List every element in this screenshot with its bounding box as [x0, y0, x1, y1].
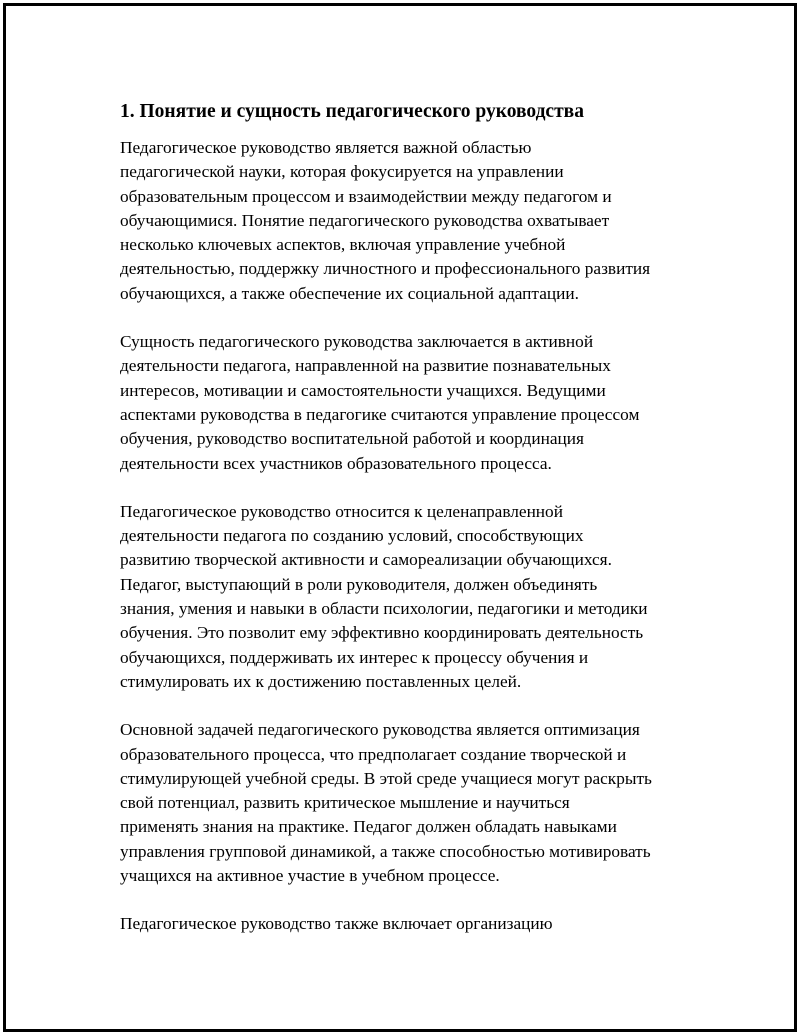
- text-line: педагогической науки, которая фокусируется на управлении: [120, 162, 564, 182]
- text-line: знания, умения и навыки в области психологии, педагогики и методики: [120, 599, 648, 619]
- text-line: образовательного процесса, что предполагает создание творческой и: [120, 744, 627, 764]
- text-line: деятельности педагога по созданию условий, способствующих: [120, 526, 584, 546]
- text-line: интересов, мотивации и самостоятельности учащихся. Ведущими: [120, 380, 606, 400]
- text-line: несколько ключевых аспектов, включая управление учебной: [120, 235, 566, 255]
- section-title: 1. Понятие и сущность педагогического руководства: [120, 101, 584, 122]
- text-line: деятельностью, поддержку личностного и профессионального развития: [120, 259, 651, 279]
- paragraph-1: [120, 136, 720, 306]
- text-line: обучения, руководство воспитательной работой и координация: [120, 429, 584, 449]
- text-line: деятельности педагога, направленной на развитие познавательных: [120, 356, 611, 376]
- text-line: Сущность педагогического руководства заключается в активной: [120, 332, 594, 352]
- text-line: Основной задачей педагогического руководства является оптимизация: [120, 720, 640, 740]
- paragraph-2: [120, 330, 720, 476]
- text-line: стимулирующей учебной среды. В этой среде учащиеся могут раскрыть: [120, 768, 652, 788]
- text-line: свой потенциал, развить критическое мышление и научиться: [120, 793, 570, 813]
- text-line: стимулировать их к достижению поставленных целей.: [120, 671, 522, 691]
- text-line: Педагогическое руководство является важной областью: [120, 138, 532, 157]
- text-line: управления групповой динамикой, а также способностью мотивировать: [120, 841, 651, 861]
- paragraph-5: [120, 912, 720, 936]
- text-line: обучающихся, поддерживать их интерес к процессу обучения и: [120, 647, 589, 667]
- text-line: образовательным процессом и взаимодействии между педагогом и: [120, 186, 612, 206]
- text-line: обучения. Это позволит ему эффективно координировать деятельность: [120, 623, 644, 643]
- text-line: деятельности всех участников образовательного процесса.: [120, 453, 552, 473]
- text-line: Педагогическое руководство относится к целенаправленной: [120, 501, 563, 521]
- text-line: учащихся на активное участие в учебном процессе.: [120, 866, 500, 886]
- text-line: развитию творческой активности и самореализации обучающихся.: [120, 550, 612, 570]
- text-line: аспектами руководства в педагогике считаются управление процессом: [120, 404, 640, 424]
- text-line: применять знания на практике. Педагог должен обладать навыками: [120, 817, 617, 837]
- text-line: Педагогическое руководство также включает организацию: [120, 914, 553, 934]
- text-line: обучающимися. Понятие педагогического руководства охватывает: [120, 210, 610, 230]
- paragraph-4: [120, 718, 720, 888]
- paragraph-3: [120, 500, 720, 694]
- text-line: обучающихся, а также обеспечение их социальной адаптации.: [120, 283, 579, 303]
- page-frame: [3, 3, 797, 1032]
- document-body: [120, 98, 720, 961]
- text-line: Педагог, выступающий в роли руководителя, должен объединять: [120, 574, 598, 594]
